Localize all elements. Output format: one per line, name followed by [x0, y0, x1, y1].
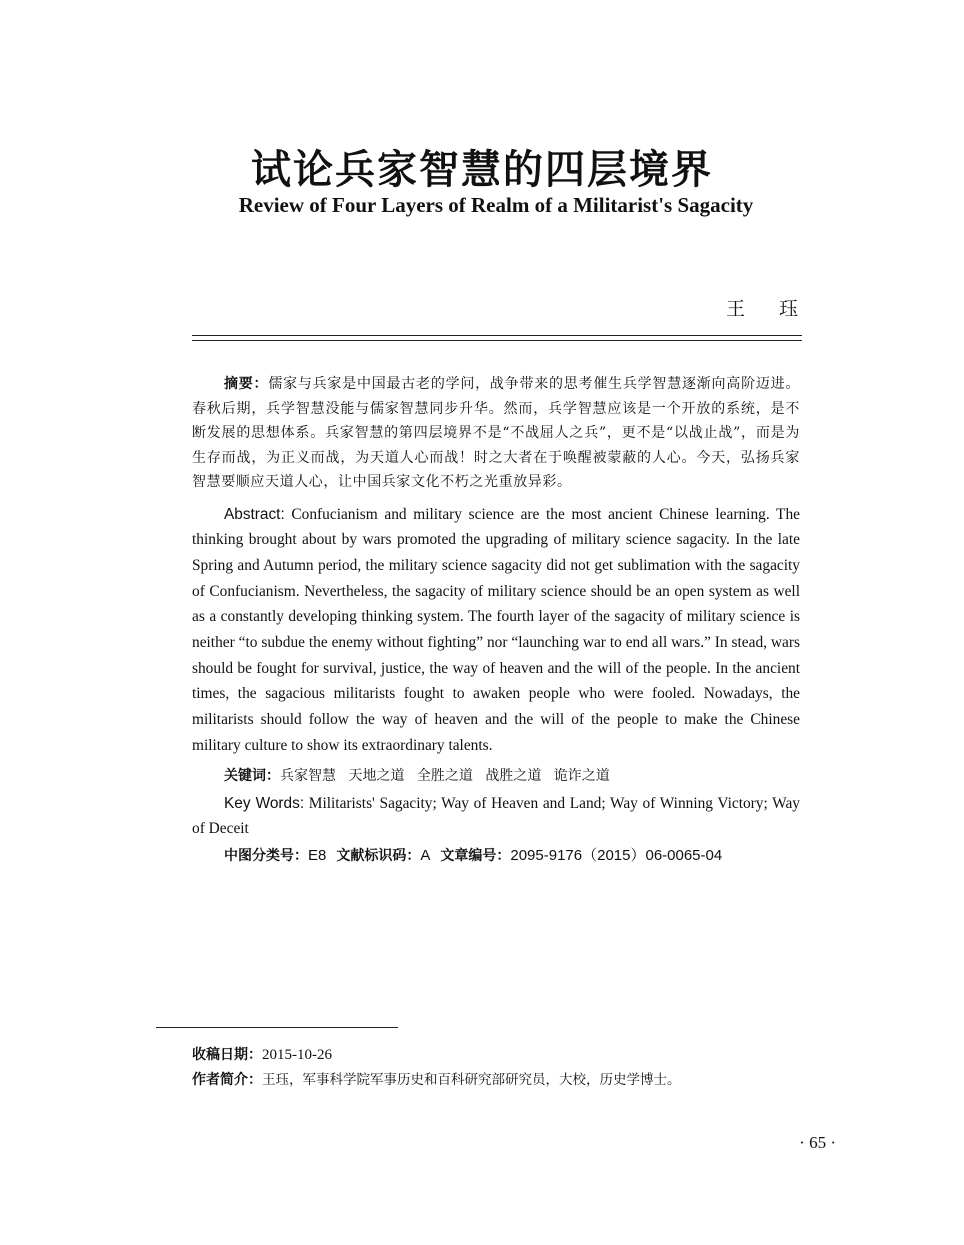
header-rule-top [192, 335, 802, 336]
abstract-en-label: Abstract: [224, 505, 285, 523]
abstract-en-text: Confucianism and military science are the most ancient Chinese learning. The thinking brought about by wars promoted the upgrading of military science sagacity. In the late Spring and Autumn period, the military science sagacity did not get sublimation with the sagacity of Confucianism. Nevertheless, the sagacity of military science should be an open system as well as a constantly developing thinking system. The fourth layer of the sagacity of military science is neither “to subdue the enemy without fighting” nor “launching war to end all wars.” In stead, wars should be fought for survival, justice, the way of heaven and the will of the people. In the ancient times, the sagacious militarists fought to awaken people who were fooled. Nowadays, the militarists should follow the way of heaven and the will of the people to make the Chinese military culture to show its extraordinary talents. [192, 505, 800, 754]
doc-code-label: 文献标识码： [336, 847, 421, 864]
classification-line [192, 845, 800, 867]
title-english: Review of Four Layers of Realm of a Militarist's Sagacity [238, 193, 754, 217]
keywords-cn-label: 关键词： [224, 767, 280, 784]
header-rule-bottom [192, 340, 802, 341]
author-name: 王 珏 [725, 298, 800, 320]
article-no-value: 2095-9176（2015）06-0065-04 [510, 846, 723, 864]
abstract-cn-text: 儒家与兵家是中国最古老的学问，战争带来的思考催生兵学智慧逐渐向高阶迈进。春秋后期，兵学智慧没能与儒家智慧同步升华。然而，兵学智慧应该是一个开放的系统，是不断发展的思想体系。兵家智慧的第四层境界不是“不战屈人之兵”，更不是“以战止战”，而是为生存而战，为正义而战，为天道人心而战！时之大者在于唤醒被蒙蔽的人心。今天，弘扬兵家智慧要顺应天道人心，让中国兵家文化不朽之光重放异彩。 [192, 376, 800, 490]
received-label: 收稿日期： [192, 1047, 262, 1063]
page-number: · 65 · [799, 1133, 836, 1152]
author-bio-text: 王珏，军事科学院军事历史和百科研究部研究员，大校，历史学博士。 [262, 1072, 681, 1088]
keywords-en-text: Militarists' Sagacity; Way of Heaven and Land; Way of Winning Victory; Way of Deceit [192, 794, 800, 838]
title-chinese: 试论兵家智慧的四层境界 [251, 146, 713, 193]
author-bio-label: 作者简介： [192, 1072, 262, 1088]
footnote-received [192, 1045, 812, 1065]
keywords-english [192, 791, 800, 842]
article-no-label: 文章编号： [440, 847, 511, 864]
keywords-cn-text: 兵家智慧 天地之道 全胜之道 战胜之道 诡诈之道 [280, 767, 610, 784]
abstract-cn-label: 摘要： [224, 376, 269, 392]
abstract-chinese [192, 372, 800, 495]
footnote-author-bio [192, 1070, 812, 1090]
keywords-chinese [192, 765, 800, 787]
doc-code-value: A [420, 846, 431, 864]
clc-label: 中图分类号： [224, 847, 308, 864]
received-value: 2015-10-26 [262, 1047, 332, 1063]
abstract-block [192, 372, 800, 867]
clc-value: E8 [308, 846, 327, 864]
keywords-en-label: Key Words: [224, 794, 305, 812]
abstract-english [192, 502, 800, 759]
footnote-rule [156, 1027, 398, 1028]
